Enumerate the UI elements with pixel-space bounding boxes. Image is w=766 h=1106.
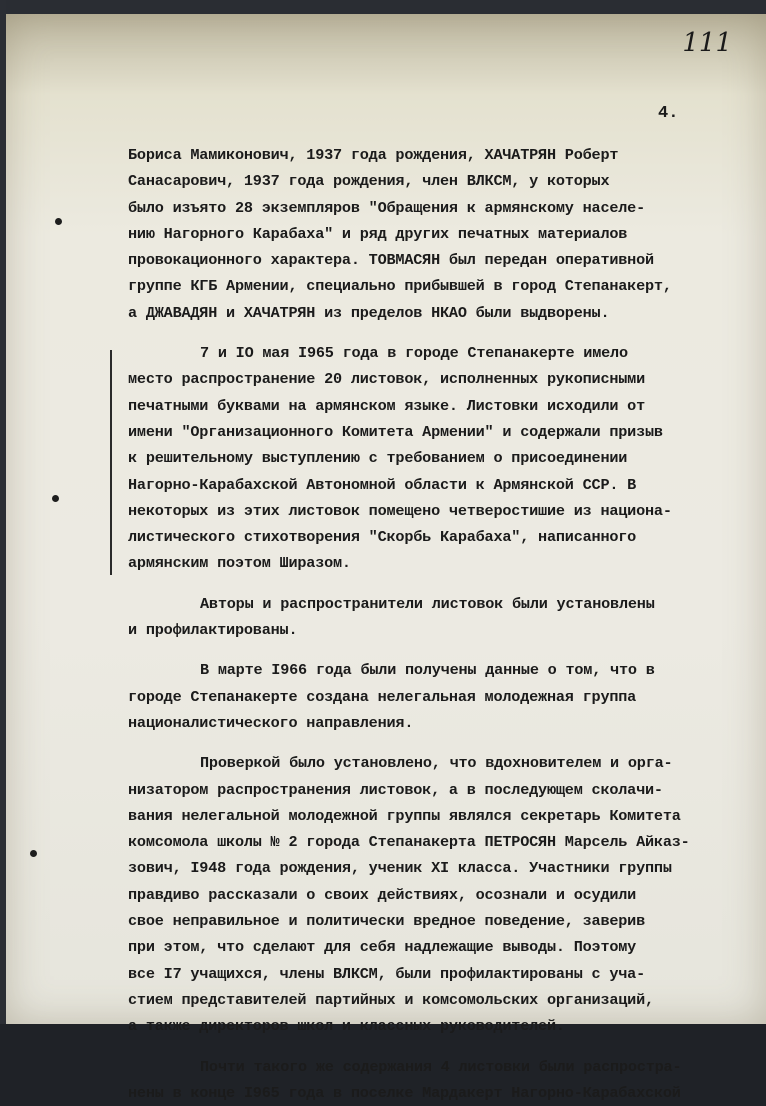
- text-line: Нагорно-Карабахской Автономной области к Армянской ССР. В: [128, 475, 637, 494]
- paragraph-gap: [128, 326, 756, 340]
- text-line: а также директоров школ и классных руководителей.: [128, 1017, 565, 1036]
- text-line: место распространение 20 листовок, исполненных рукописными: [128, 370, 646, 389]
- text-line: Почти такого же содержания 4 листовки были распростра-: [200, 1057, 682, 1076]
- text-line: комсомола школы № 2 города Степанакерта ПЕТРОСЯН Марсель Айказ-: [128, 833, 690, 852]
- text-line: Бориса Мамиконович, 1937 года рождения, ХАЧАТРЯН Роберт: [128, 146, 619, 164]
- text-line: некоторых из этих листовок помещено четверостишие из национа-: [128, 501, 672, 520]
- text-line: и профилактированы.: [128, 621, 298, 640]
- typed-page-number: 4.: [658, 104, 679, 123]
- text-line: к решительному выступлению с требованием о присоединении: [128, 449, 628, 468]
- margin-dot-mark: [30, 850, 37, 857]
- text-line: а ДЖАВАДЯН и ХАЧАТРЯН из пределов НКАО были выдворены.: [128, 303, 610, 322]
- document-body-text: [128, 142, 756, 1106]
- text-line: при этом, что сделают для себя надлежащие выводы. Поэтому: [128, 938, 637, 957]
- text-line: вания нелегальной молодежной группы являлся секретарь Комитета: [128, 806, 681, 825]
- text-line: армянским поэтом Ширазом.: [128, 554, 351, 573]
- text-line: нию Нагорного Карабаха" и ряд других печатных материалов: [128, 224, 628, 243]
- text-line: правдиво рассказали о своих действиях, осознали и осудили: [128, 885, 637, 904]
- text-line: печатными буквами на армянском языке. Листовки исходили от: [128, 396, 646, 415]
- margin-dot-mark: [52, 495, 59, 502]
- paragraph-gap: [128, 736, 756, 750]
- margin-mark-line: [110, 350, 112, 575]
- text-line: Авторы и распространители листовок были установлены: [200, 594, 655, 613]
- paragraph-gap: [128, 643, 756, 657]
- text-line: имени "Организационного Комитета Армении" и содержали призыв: [128, 422, 663, 441]
- text-line: зович, I948 года рождения, ученик XI класса. Участники группы: [128, 859, 672, 878]
- text-line: националистического направления.: [128, 713, 414, 732]
- margin-dot-mark: [55, 218, 62, 225]
- text-line: 7 и IO мая I965 года в городе Степанакерте имело: [200, 344, 628, 363]
- text-line: городе Степанакерте создана нелегальная молодежная группа: [128, 687, 637, 706]
- text-line: все I7 учащихся, члены ВЛКСМ, были профилактированы с уча-: [128, 964, 646, 983]
- viewer-top-edge: [0, 0, 766, 14]
- text-line: листического стихотворения "Скорбь Карабаха", написанного: [128, 528, 637, 547]
- text-line: провокационного характера. ТОВМАСЯН был передан оперативной: [128, 251, 654, 270]
- paragraph-gap: [128, 1040, 756, 1054]
- text-line: Санасарович, 1937 года рождения, член ВЛКСМ, у которых: [128, 172, 610, 191]
- text-line: нены в конце I965 года в поселке Мардакерт Нагорно-Карабахской: [128, 1083, 681, 1102]
- handwritten-page-number: 111: [682, 28, 732, 58]
- text-line: группе КГБ Армении, специально прибывшей в город Степанакерт,: [128, 277, 672, 296]
- text-line: В марте I966 года были получены данные о том, что в: [200, 661, 655, 680]
- paragraph-gap: [128, 577, 756, 591]
- text-line: стием представителей партийных и комсомольских организаций,: [128, 990, 654, 1009]
- text-line: Проверкой было установлено, что вдохновителем и орга-: [200, 754, 673, 773]
- text-line: низатором распространения листовок, а в последующем сколачи-: [128, 780, 663, 799]
- text-line: было изъято 28 экземпляров "Обращения к армянскому населе-: [128, 198, 646, 217]
- text-line: свое неправильное и политически вредное поведение, заверив: [128, 912, 646, 931]
